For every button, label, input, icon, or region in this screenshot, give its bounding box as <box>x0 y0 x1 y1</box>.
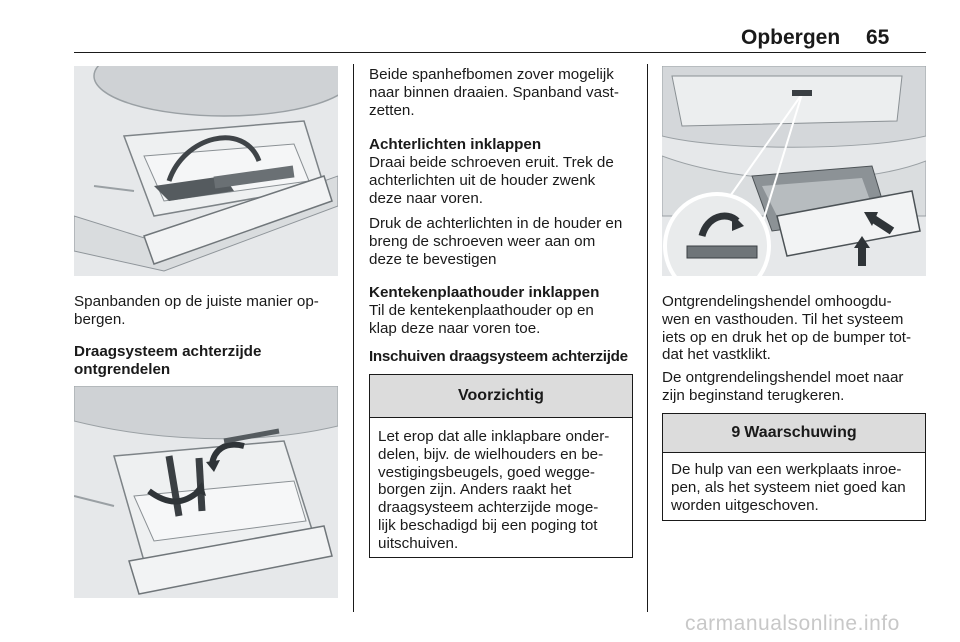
caption-tension-straps <box>74 293 319 329</box>
text-line: klap deze naar voren toe. <box>369 319 541 337</box>
page-number: 65 <box>866 26 890 49</box>
text-line: dat het vastklikt. <box>662 346 771 364</box>
column-divider-right <box>647 64 648 612</box>
text-line: achterlichten uit de houder zwenk <box>369 171 596 189</box>
text-line: draagsysteem achterzijde moge- <box>378 499 599 517</box>
text-line: naar binnen draaien. Spanband vast- <box>369 83 619 101</box>
watermark: carmanualsonline.info <box>685 612 900 635</box>
illustration-carrier-straps <box>74 66 338 276</box>
text-line: Beide spanhefbomen zover mogelijk <box>369 66 614 83</box>
figure-release-lever <box>662 66 926 276</box>
paragraph-lever-return <box>662 369 903 405</box>
heading-fold-license-holder <box>369 284 599 302</box>
text-line: ontgrendelen <box>74 360 171 378</box>
column-divider-left <box>353 64 354 612</box>
heading-unlock-carrier <box>74 343 261 379</box>
text-line: vestigingsbeugels, goed wegge- <box>378 463 595 481</box>
paragraph-straps-instructions <box>369 66 619 119</box>
text-line: Achterlichten inklappen <box>369 136 542 153</box>
caution-body <box>370 418 632 553</box>
text-line: zijn beginstand terugkeren. <box>662 386 845 404</box>
text-line: borgen zijn. Anders raakt het <box>378 481 572 499</box>
paragraph-release-lever <box>662 293 911 364</box>
text-line: zetten. <box>369 101 415 119</box>
warning-box <box>662 413 926 521</box>
paragraph-fold-license-holder <box>369 302 594 338</box>
illustration-release-lever <box>662 66 926 276</box>
paragraph-secure-rear-lights <box>369 215 622 268</box>
text-line: Let erop dat alle inklapbare onder- <box>378 428 610 445</box>
figure-tension-straps <box>74 66 338 276</box>
heading-fold-rear-lights <box>369 136 541 154</box>
text-line: De hulp van een werkplaats inroe- <box>671 461 902 478</box>
text-line: Spanbanden op de juiste manier op- <box>74 293 319 310</box>
text-line: lijk beschadigd bij een poging tot <box>378 516 598 534</box>
warning-body <box>663 453 925 514</box>
illustration-carrier-unlock <box>74 386 338 598</box>
text-line: Inschuiven draagsysteem achterzijde <box>369 348 628 365</box>
text-line: deze te bevestigen <box>369 250 497 268</box>
warning-icon: 9 <box>731 424 741 441</box>
text-line: Ontgrendelingshendel omhoogdu- <box>662 293 892 310</box>
paragraph-fold-rear-lights <box>369 154 614 207</box>
text-line: breng de schroeven weer aan om <box>369 232 596 250</box>
caution-box <box>369 374 633 558</box>
caution-title: Voorzichtig <box>370 375 632 418</box>
text-line: bergen. <box>74 310 126 328</box>
text-line: De ontgrendelingshendel moet naar <box>662 369 904 386</box>
text-line: worden uitgeschoven. <box>671 496 819 514</box>
header-rule <box>74 52 926 53</box>
warning-header <box>663 414 925 453</box>
text-line: Druk de achterlichten in de houder en <box>369 215 623 232</box>
text-line: Draagsysteem achterzijde <box>74 343 262 360</box>
warning-title: Waarschuwing <box>744 424 857 441</box>
text-line: uitschuiven. <box>378 534 459 552</box>
text-line: iets op en druk het op de bumper tot- <box>662 328 912 346</box>
text-line: Draai beide schroeven eruit. Trek de <box>369 154 614 171</box>
figure-unlock-carrier <box>74 386 338 598</box>
text-line: pen, als het systeem niet goed kan <box>671 478 906 496</box>
page-title: Opbergen <box>741 26 841 49</box>
text-line: deze naar voren. <box>369 189 483 207</box>
heading-retract-carrier <box>369 348 628 366</box>
text-line: Kentekenplaathouder inklappen <box>369 284 600 301</box>
text-line: wen en vasthouden. Til het systeem <box>662 310 904 328</box>
text-line: delen, bijv. de wielhouders en be- <box>378 445 604 463</box>
text-line: Til de kentekenplaathouder op en <box>369 302 594 319</box>
